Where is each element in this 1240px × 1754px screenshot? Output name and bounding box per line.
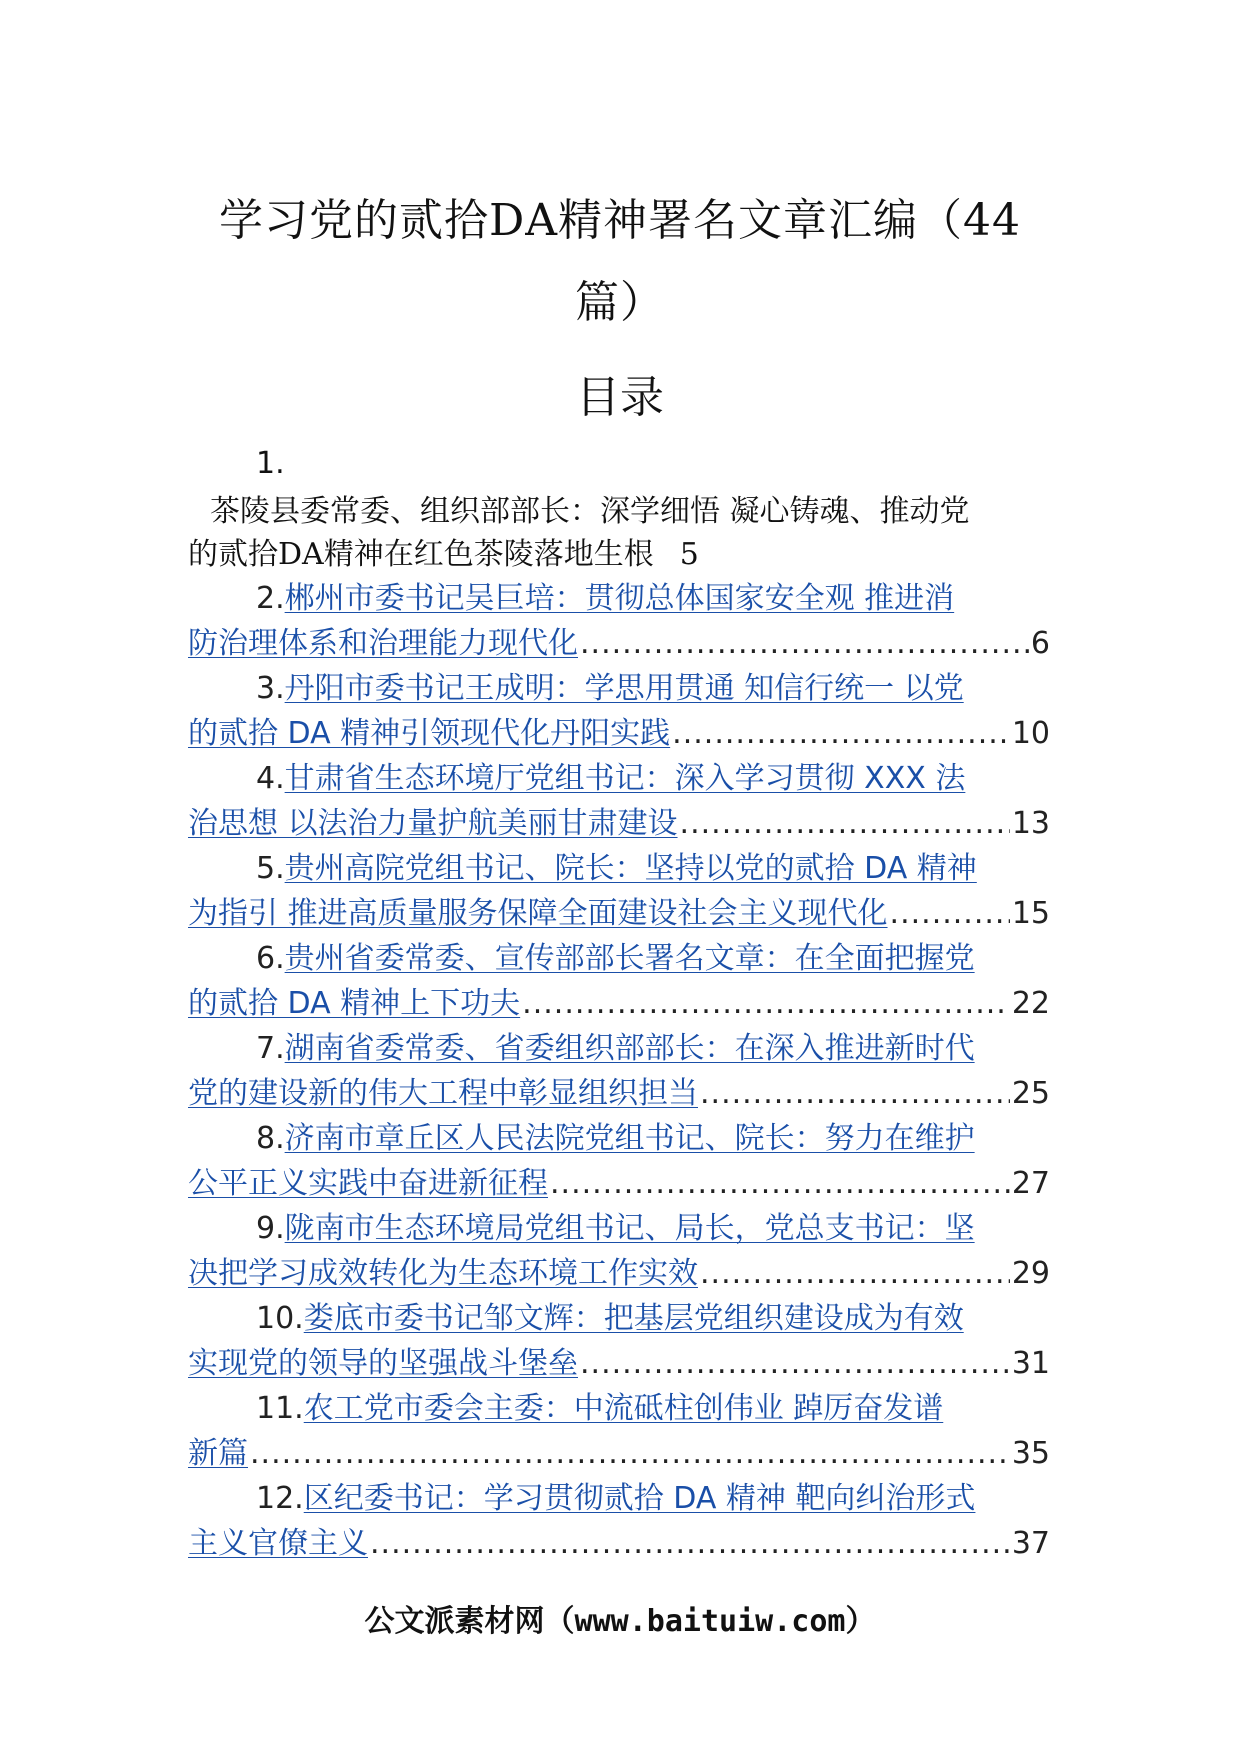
toc-entry-number: 8.: [256, 1121, 285, 1156]
toc-entry-link[interactable]: 治思想 以法治力量护航美丽甘肃建设: [188, 806, 678, 841]
toc-entry-link[interactable]: 公平正义实践中奋进新征程: [188, 1166, 548, 1201]
table-of-contents: [188, 438, 1050, 1566]
dot-leader: [672, 711, 1010, 756]
toc-heading: 目录: [576, 372, 664, 423]
toc-entry-page: 25: [1011, 1076, 1050, 1111]
footer-site-name: 公文派素材网: [364, 1604, 545, 1639]
footer-url[interactable]: （www.baituiw.com）: [544, 1604, 876, 1639]
document-title: [190, 180, 1050, 344]
toc-entry-page: 35: [1011, 1436, 1050, 1471]
toc-entry-link[interactable]: 湖南省委常委、省委组织部部长：在深入推进新时代: [284, 1031, 975, 1066]
toc-entry-link[interactable]: 主义官僚主义: [188, 1526, 368, 1561]
toc-entry-number: 2.: [256, 581, 285, 616]
toc-entry-9[interactable]: [188, 1206, 1050, 1296]
toc-entry-5[interactable]: [188, 846, 1050, 936]
toc-entry-link[interactable]: 陇南市生态环境局党组书记、局长，党总支书记：坚: [284, 1211, 975, 1246]
dot-leader: [700, 1251, 1010, 1296]
toc-entry-link[interactable]: 甘肃省生态环境厅党组书记：深入学习贯彻 XXX 法: [284, 761, 966, 796]
toc-entry-page: 13: [1011, 806, 1050, 841]
dot-leader: [580, 1341, 1010, 1386]
toc-entry-link[interactable]: 贵州高院党组书记、院长：坚持以党的贰拾 DA 精神: [284, 851, 977, 886]
toc-entry-link[interactable]: 娄底市委书记邹文辉：把基层党组织建设成为有效: [303, 1301, 964, 1336]
toc-entry-1-line-1: 茶陵县委常委、组织部部长：深学细悟 凝心铸魂、推动党: [210, 494, 970, 529]
toc-entry-page: 37: [1011, 1526, 1050, 1561]
page-footer: [0, 1596, 1240, 1640]
toc-entry-4[interactable]: [188, 756, 1050, 846]
toc-entry-7[interactable]: [188, 1026, 1050, 1116]
toc-entry-number: 6.: [256, 941, 285, 976]
toc-entry-link[interactable]: 实现党的领导的坚强战斗堡垒: [188, 1346, 578, 1381]
toc-entry-8[interactable]: [188, 1116, 1050, 1206]
toc-entry-page: 10: [1011, 716, 1050, 751]
dot-leader: [370, 1521, 1010, 1566]
toc-entry-page: 29: [1011, 1256, 1050, 1291]
toc-entry-link[interactable]: 济南市章丘区人民法院党组书记、院长：努力在维护: [284, 1121, 975, 1156]
toc-entry-page: 27: [1011, 1166, 1050, 1201]
toc-entry-number: 11.: [256, 1391, 304, 1426]
toc-entry-number: 3.: [256, 671, 285, 706]
toc-entry-link[interactable]: 为指引 推进高质量服务保障全面建设社会主义现代化: [188, 896, 888, 931]
dot-leader: [580, 621, 1029, 666]
dot-leader: [522, 981, 1010, 1026]
toc-entry-link[interactable]: 决把学习成效转化为生态环境工作实效: [188, 1256, 698, 1291]
toc-entry-number: 10.: [256, 1301, 304, 1336]
toc-entry-1-page: 5: [679, 537, 699, 572]
toc-entry-link[interactable]: 党的建设新的伟大工程中彰显组织担当: [188, 1076, 698, 1111]
toc-entry-page: 22: [1011, 986, 1050, 1021]
toc-entry-11[interactable]: [188, 1386, 1050, 1476]
toc-entry-number: 5.: [256, 851, 285, 886]
toc-entry-link[interactable]: 丹阳市委书记王成明：学思用贯通 知信行统一 以党: [284, 671, 964, 706]
toc-entry-2[interactable]: [188, 576, 1050, 666]
toc-entry-number: 9.: [256, 1211, 285, 1246]
toc-entry-link[interactable]: 新篇: [188, 1436, 248, 1471]
toc-entry-6[interactable]: [188, 936, 1050, 1026]
dot-leader: [700, 1071, 1010, 1116]
toc-entry-link[interactable]: 农工党市委会主委：中流砥柱创伟业 踔厉奋发谱: [303, 1391, 944, 1426]
toc-entry-link[interactable]: 郴州市委书记吴巨培：贯彻总体国家安全观 推进消: [284, 581, 955, 616]
toc-entry-10[interactable]: [188, 1296, 1050, 1386]
dot-leader: [250, 1431, 1010, 1476]
toc-entry-1-number: 1.: [256, 446, 285, 481]
toc-entry-link[interactable]: 防治理体系和治理能力现代化: [188, 626, 578, 661]
toc-entry-3[interactable]: [188, 666, 1050, 756]
toc-entry-link[interactable]: 贵州省委常委、宣传部部长署名文章：在全面把握党: [284, 941, 975, 976]
toc-entry-link[interactable]: 区纪委书记：学习贯彻贰拾 DA 精神 靶向纠治形式: [303, 1481, 976, 1516]
toc-entry-number: 12.: [256, 1481, 304, 1516]
toc-entry-link[interactable]: 的贰拾 DA 精神引领现代化丹阳实践: [188, 716, 671, 751]
toc-entry-1[interactable]: [188, 490, 1050, 576]
toc-entry-12[interactable]: [188, 1476, 1050, 1566]
toc-entry-number: 7.: [256, 1031, 285, 1066]
toc-entry-1-line-2: 的贰拾DA精神在红色茶陵落地生根: [188, 537, 654, 572]
toc-entry-page: 6: [1030, 626, 1050, 661]
title-line-2: 篇）: [575, 277, 665, 328]
toc-entry-link[interactable]: 的贰拾 DA 精神上下功夫: [188, 986, 521, 1021]
dot-leader: [680, 801, 1010, 846]
toc-entry-page: 15: [1011, 896, 1050, 931]
toc-entry-number: 4.: [256, 761, 285, 796]
dot-leader: [890, 891, 1010, 936]
title-line-1: 学习党的贰拾DA精神署名文章汇编（44: [218, 195, 1022, 246]
toc-entry-page: 31: [1011, 1346, 1050, 1381]
dot-leader: [550, 1161, 1010, 1206]
